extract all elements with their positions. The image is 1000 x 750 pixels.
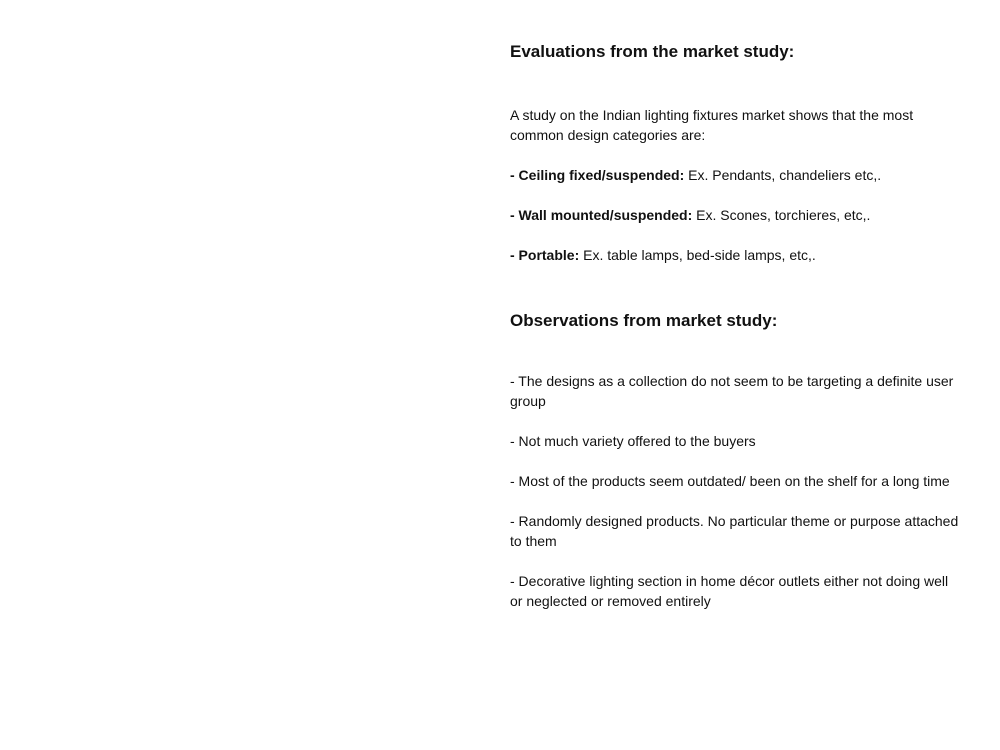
observation-bullet-outdated: - Most of the products seem outdated/ been on the shelf for a long time (510, 473, 950, 489)
category-bullet-portable-text: Ex. table lamps, bed-side lamps, etc,. (579, 247, 816, 263)
category-bullet-wall-label: - Wall mounted/suspended: (510, 207, 693, 223)
category-bullet-wall (510, 205, 962, 225)
observation-bullet-variety: - Not much variety offered to the buyers (510, 433, 756, 449)
observation-bullet-random-design: - Randomly designed products. No particular theme or purpose attached to them (510, 513, 959, 549)
category-bullet-portable-label: - Portable: (510, 247, 580, 263)
observations-section-title: Observations from market study: (510, 311, 778, 330)
observation-bullet-targeting: - The designs as a collection do not seem to be targeting a definite user group (510, 373, 954, 409)
evaluations-intro-text: A study on the Indian lighting fixtures market shows that the most common design categories are: (510, 107, 914, 143)
text-column (510, 40, 962, 611)
observation-bullet-decor-outlets: - Decorative lighting section in home décor outlets either not doing well or neglected or removed entirely (510, 573, 949, 609)
category-bullet-wall-text: Ex. Scones, torchieres, etc,. (692, 207, 871, 223)
category-bullet-portable (510, 245, 962, 265)
category-bullet-ceiling (510, 165, 962, 185)
evaluations-section-title: Evaluations from the market study: (510, 42, 795, 61)
category-bullet-ceiling-text: Ex. Pendants, chandeliers etc,. (684, 167, 882, 183)
category-bullet-ceiling-label: - Ceiling fixed/suspended: (510, 167, 685, 183)
